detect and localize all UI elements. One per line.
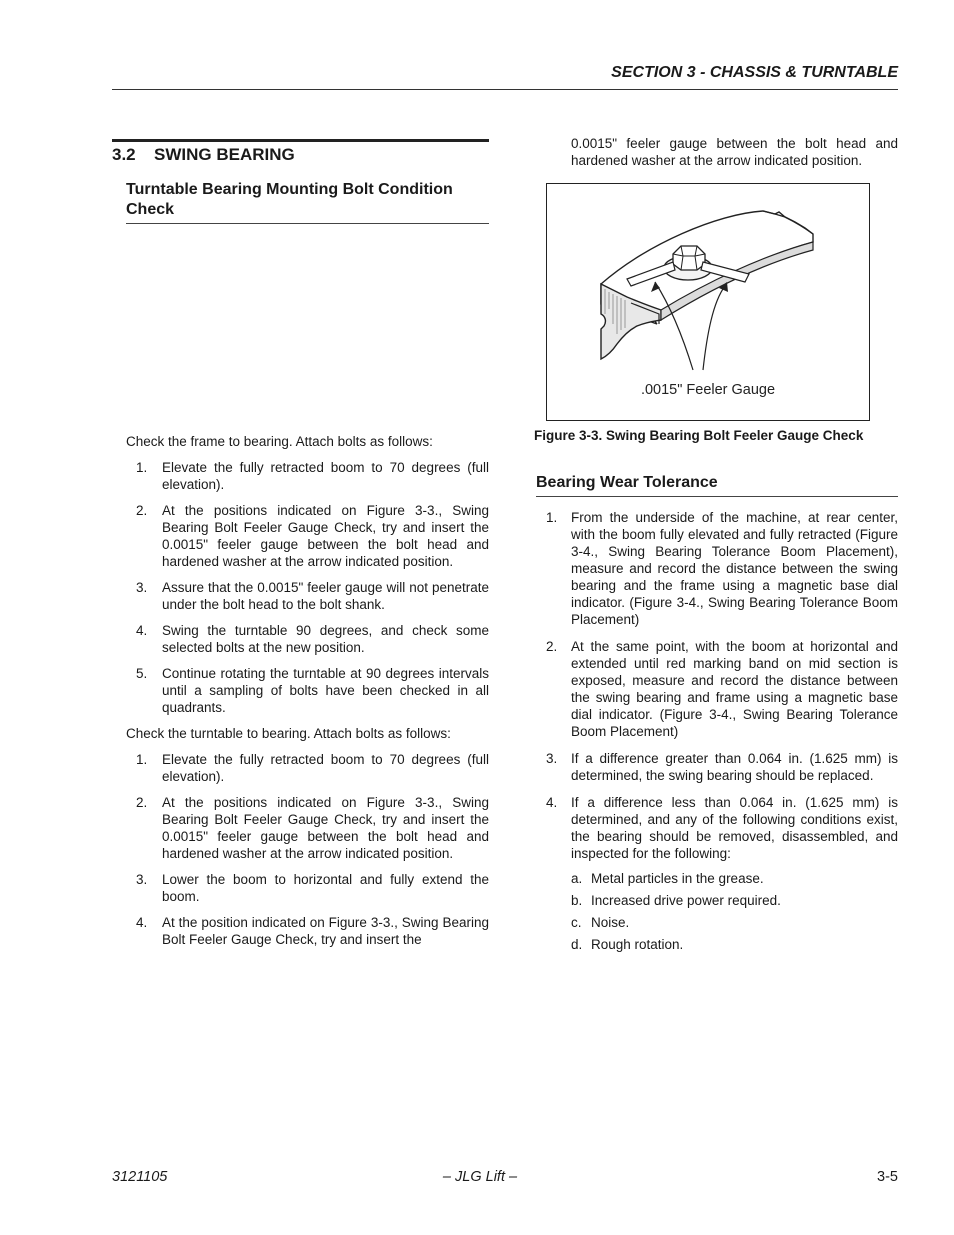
footer-page-number: 3-5 [877,1169,898,1185]
item-letter: a. [571,871,583,886]
step-text: At the position indicated on Figure 3-3., Swing Bearing Bolt Feeler Gauge Check, try and insert the [162,915,489,947]
list-item [536,750,898,784]
bearing-wear-heading: Bearing Wear Tolerance [536,473,898,497]
list-item [571,914,898,931]
turntable-intro: Check the turntable to bearing. Attach bolts as follows: [126,726,451,741]
list-item [126,914,489,948]
step-text: Continue rotating the turntable at 90 degrees intervals until a sampling of bolts have been checked in all quadrants. [162,666,489,715]
continued-step-text: 0.0015" feeler gauge between the bolt head and hardened washer at the arrow indicated position. [571,136,898,168]
step-text-container [571,794,898,958]
list-item [126,579,489,613]
step-number: 1. [136,752,148,767]
step-text: Elevate the fully retracted boom to 70 degrees (full elevation). [162,752,489,784]
list-item [571,936,898,953]
turntable-steps-list [126,751,489,948]
list-item [126,871,489,905]
condition-list [571,870,898,953]
step-text: At the positions indicated on Figure 3-3., Swing Bearing Bolt Feeler Gauge Check, try and insert the 0.0015" feeler gauge between the bolt head and hardened washer at the arrow indicated position. [162,503,489,569]
section-header-title: SECTION 3 - CHASSIS & TURNTABLE [611,64,898,81]
bolt-check-heading: Turntable Bearing Mounting Bolt Condition Check [126,180,489,224]
frame-intro: Check the frame to bearing. Attach bolts as follows: [126,434,433,449]
footer-brand: – JLG Lift – [442,1169,518,1185]
step-number: 3. [546,751,558,766]
figure-caption: Figure 3-3. Swing Bearing Bolt Feeler Gauge Check [534,428,864,443]
list-item [536,638,898,740]
step-text: At the positions indicated on Figure 3-3., Swing Bearing Bolt Feeler Gauge Check, try and insert the 0.0015" feeler gauge between the bolt head and hardened washer at the arrow indicated position. [162,795,489,861]
step-number: 3. [136,580,148,595]
step-number: 4. [546,795,558,810]
list-item [126,459,489,493]
step-number: 5. [136,666,148,681]
list-item [571,870,898,887]
item-text: Metal particles in the grease. [591,871,764,886]
item-text: Noise. [591,915,630,930]
header-rule [112,89,898,90]
list-item [126,751,489,785]
section-heading [112,146,489,163]
wear-steps-list [536,509,898,958]
step-number: 4. [136,623,148,638]
feeler-gauge-label: .0015" Feeler Gauge [640,382,776,398]
list-item [126,622,489,656]
figure-feeler-gauge [546,183,870,421]
step-number: 2. [136,503,148,518]
step-text: If a difference greater than 0.064 in. (1.625 mm) is determined, the swing bearing should be replaced. [571,751,898,783]
right-column [536,135,898,968]
item-letter: c. [571,915,582,930]
list-item [126,665,489,716]
step-number: 1. [136,460,148,475]
list-item [571,892,898,909]
step-number: 4. [136,915,148,930]
item-letter: b. [571,893,583,908]
section-number: 3.2 [112,145,136,164]
step-text: Swing the turntable 90 degrees, and check some selected bolts at the new position. [162,623,489,655]
section-bar [112,139,489,142]
step-number: 2. [546,639,558,654]
section-title: SWING BEARING [154,145,295,164]
step-number: 2. [136,795,148,810]
frame-steps-list [126,459,489,716]
step-number: 3. [136,872,148,887]
step-text: At the same point, with the boom at horizontal and extended until red marking band on mid section is exposed, measure and record the distance between the swing bearing and frame using a magnetic base dial indicator. (Figure 3-4., Swing Bearing Tolerance Boom Placement) [571,639,898,739]
item-letter: d. [571,937,583,952]
item-text: Rough rotation. [591,937,684,952]
blank-area [112,224,489,433]
list-item [126,794,489,862]
footer-doc-number: 3121105 [112,1169,168,1185]
step-text: Elevate the fully retracted boom to 70 degrees (full elevation). [162,460,489,492]
list-item [126,502,489,570]
step-text: If a difference less than 0.064 in. (1.625 mm) is determined, and any of the following conditions exist, the bearing should be removed, disassembled, and inspected for the following: [571,795,898,861]
list-item [536,794,898,958]
step-text: Lower the boom to horizontal and fully extend the boom. [162,872,489,904]
list-item [536,509,898,628]
step-number: 1. [546,510,558,525]
step-text: Assure that the 0.0015" feeler gauge will not penetrate under the bolt head to the bolt shank. [162,580,489,612]
left-column [112,139,489,957]
item-text: Increased drive power required. [591,893,781,908]
step-text: From the underside of the machine, at rear center, with the boom fully elevated and fully retracted (Figure 3-4., Swing Bearing Tolerance Boom Placement), measure and record the distance between the swing bearing and the frame using a magnetic base dial indicator. (Figure 3-4., Swing Bearing Tolerance Boom Placement) [571,510,898,627]
